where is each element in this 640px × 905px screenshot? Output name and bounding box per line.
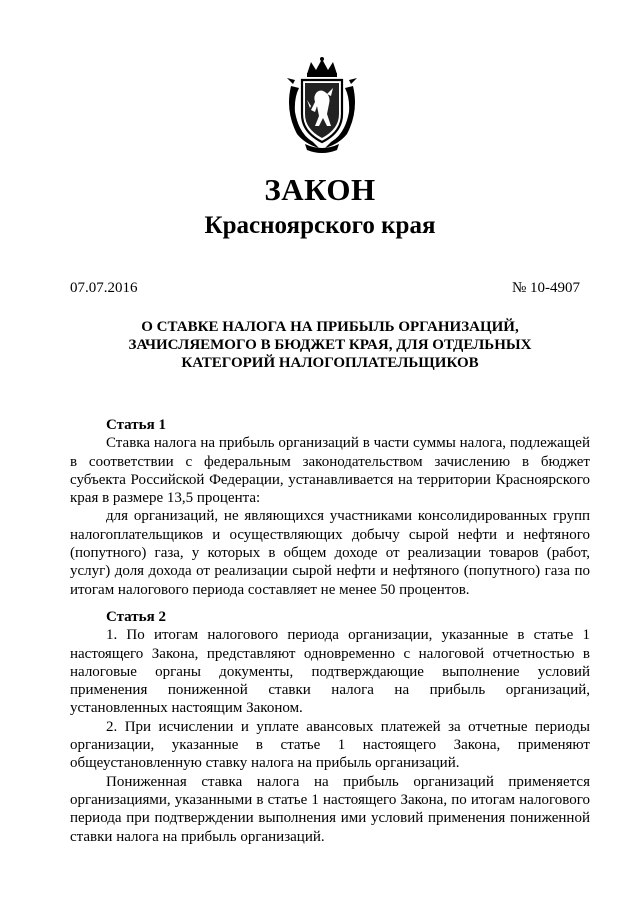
article-title: Статья 2 <box>106 609 166 625</box>
article-paragraph: Пониженная ставка налога на прибыль организаций применяется организациями, указанными в статье 1 настоящего Закона, по итогам налогового периода при подтверждении выполнения ими условий применения пониженной ставки налога на прибыль организаций. <box>70 773 590 845</box>
law-number: № 10-4907 <box>511 280 580 296</box>
law-subtitle: Красноярского края <box>204 212 436 239</box>
article-paragraph: 1. По итогам налогового периода организации, указанные в статье 1 настоящего Закона, представляют одновременно с налоговой отчетностью в налоговые органы документы, подтверждающие выполнение условий применения пониженной ставки налога на прибыль организаций, установленных настоящим Законом. <box>70 627 590 717</box>
article-paragraph: 2. При исчислении и уплате авансовых платежей за отчетные периоды организации, указанные в статье 1 настоящего Закона, применяют общеустановленную ставку налога на прибыль организаций. <box>70 718 590 772</box>
law-title: ЗАКОН <box>264 172 376 207</box>
article-paragraph: для организаций, не являющихся участниками консолидированных групп налогоплательщиков и осуществляющих добычу сырой нефти и нефтяного (попутного) газа, у которых в общем доходе от реализации товаров (работ, услуг) доля дохода от реализации сырой нефти и нефтяного (попутного) газа по итогам налогового периода составляет не менее 50 процентов. <box>70 508 590 598</box>
article-1 <box>70 416 590 599</box>
article-2 <box>70 608 590 846</box>
law-date: 07.07.2016 <box>70 280 138 296</box>
coat-of-arms-icon <box>283 56 361 156</box>
article-title: Статья 1 <box>106 417 166 433</box>
article-paragraph: Ставка налога на прибыль организаций в части суммы налога, подлежащей в соответствии с федеральным законодательством зачислению в бюджет субъекта Российской Федерации, устанавливается на территории Красноярского края в размере 13,5 процента: <box>70 435 590 507</box>
law-heading: О СТАВКЕ НАЛОГА НА ПРИБЫЛЬ ОРГАНИЗАЦИЙ, ЗАЧИСЛЯЕМОГО В БЮДЖЕТ КРАЯ, ДЛЯ ОТДЕЛЬНЫХ КАТЕГОРИЙ НАЛОГОПЛАТЕЛЬЩИКОВ <box>128 319 532 371</box>
